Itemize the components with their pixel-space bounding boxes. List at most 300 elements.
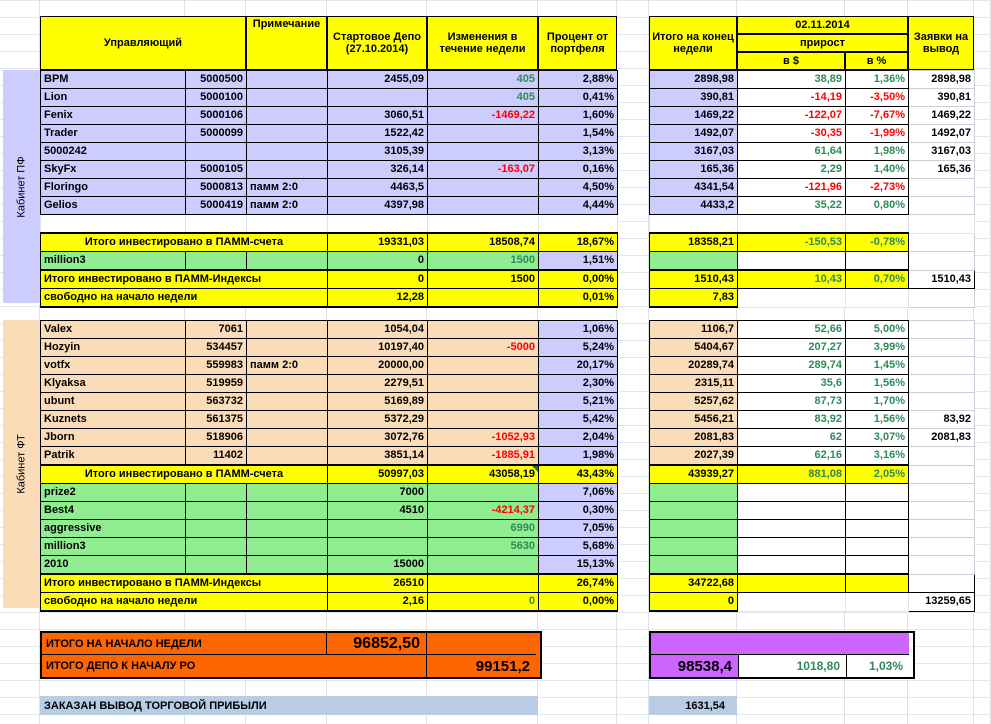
value-week-end-total[interactable]: 98538,4 [651,655,739,677]
cell-gain-usd[interactable]: 87,73 [738,393,846,411]
cell-start-depo[interactable]: 5372,29 [328,411,428,429]
cell-gain-pct[interactable]: 3,16% [846,447,909,466]
cell-note[interactable] [247,375,328,393]
cell-week-change[interactable] [428,197,539,215]
cell-gain-usd[interactable]: 35,6 [738,375,846,393]
cell-start-depo[interactable]: 0 [328,270,428,289]
cell-name[interactable]: Kuznets [41,411,186,429]
cell-number[interactable]: 534457 [186,339,247,357]
cell-week-change[interactable] [428,125,539,143]
cell-week-change[interactable]: 405 [428,89,539,107]
cell-week-total[interactable]: 2027,39 [650,447,738,466]
cell-note[interactable] [247,321,328,339]
cell-start-depo[interactable]: 3851,14 [328,447,428,466]
cell-name[interactable]: Trader [41,125,186,143]
cell-withdraw[interactable] [909,574,975,593]
cell-week-total[interactable]: 4433,2 [650,197,738,215]
cell-start-depo[interactable]: 4397,98 [328,197,428,215]
value-depo-total[interactable]: 99151,2 [475,657,530,675]
cell-note[interactable] [247,393,328,411]
cell-portfolio-pct[interactable]: 15,13% [539,556,618,575]
cell-week-total[interactable]: 1492,07 [650,125,738,143]
cell-start-depo[interactable]: 2279,51 [328,375,428,393]
cell-name[interactable]: votfx [41,357,186,375]
cell-gain-pct[interactable]: -0,78% [846,233,909,252]
cell-label[interactable]: свободно на начало недели [41,289,328,308]
cell-name[interactable]: million3 [41,538,186,556]
cell-week-change[interactable] [428,574,539,593]
cell-withdraw[interactable] [909,375,975,393]
cell-gain-usd[interactable]: 207,27 [738,339,846,357]
cell-withdraw[interactable]: 1469,22 [909,107,975,125]
cell-number[interactable]: 5000419 [186,197,247,215]
cell-gain-pct[interactable]: -2,73% [846,179,909,197]
cell-start-depo[interactable]: 2,16 [328,593,428,612]
cell-number[interactable] [186,143,247,161]
cell-portfolio-pct[interactable]: 1,51% [539,252,618,271]
cell-week-change[interactable]: 18508,74 [428,233,539,252]
empty-orange-cell[interactable] [427,633,536,655]
cell-note[interactable] [247,538,328,556]
header-manager[interactable]: Управляющий [40,16,246,70]
cell-gain-usd[interactable]: -30,35 [738,125,846,143]
cell-gain-usd[interactable]: -14,19 [738,89,846,107]
value-week-gain-usd[interactable]: 1018,80 [739,655,847,677]
cell-portfolio-pct[interactable]: 2,88% [539,71,618,89]
cell-note[interactable] [247,484,328,502]
cell-withdraw[interactable]: 1492,07 [909,125,975,143]
cell-name[interactable]: 2010 [41,556,186,575]
cell-number[interactable]: 518906 [186,429,247,447]
cell-number[interactable] [186,252,247,271]
cell-gain-pct[interactable]: 0,80% [846,197,909,215]
cell-week-total[interactable] [650,520,738,538]
cell-withdraw[interactable] [909,484,975,502]
cell-withdraw[interactable] [909,502,975,520]
cell-portfolio-pct[interactable]: 3,13% [539,143,618,161]
cell-label[interactable]: Итого инвестировано в ПАММ-счета [41,233,328,252]
cell-gain-usd[interactable]: -150,53 [738,233,846,252]
cell-gain-usd[interactable]: 52,66 [738,321,846,339]
cell-name[interactable]: Floringo [41,179,186,197]
cell-week-change[interactable]: -1885,91 [428,447,539,466]
header-week-total[interactable]: Итого на конец недели [649,16,737,70]
cell-number[interactable] [186,556,247,575]
cell-week-total[interactable] [650,252,738,271]
cell-withdraw[interactable] [909,447,975,466]
cell-gain-pct[interactable]: 1,40% [846,161,909,179]
cell-gain-usd[interactable] [738,538,846,556]
cell-gain-usd[interactable]: -121,96 [738,179,846,197]
cell-start-depo[interactable]: 2455,09 [328,71,428,89]
cell-portfolio-pct[interactable]: 5,24% [539,339,618,357]
cell-portfolio-pct[interactable]: 1,54% [539,125,618,143]
cell-gain-usd[interactable]: 2,29 [738,161,846,179]
cell-gain-pct[interactable]: 1,70% [846,393,909,411]
cell-gain-usd[interactable]: 10,43 [738,270,846,289]
cell-week-total[interactable]: 20289,74 [650,357,738,375]
cell-portfolio-pct[interactable]: 4,44% [539,197,618,215]
cell-week-change[interactable] [428,289,539,308]
gap-cell [618,270,650,289]
gap-cell [618,574,650,593]
cell-week-change[interactable]: 43058,19 [428,465,539,484]
cell-note[interactable] [247,429,328,447]
gap-cell [618,161,650,179]
cell-week-total[interactable]: 5257,62 [650,393,738,411]
cell-name[interactable]: million3 [41,252,186,271]
cell-withdraw[interactable] [909,197,975,215]
cell-gain-pct[interactable] [846,484,909,502]
cell-label[interactable]: Итого инвестировано в ПАММ-Индексы [41,574,328,593]
cell-number[interactable]: 559983 [186,357,247,375]
cell-name[interactable]: prize2 [41,484,186,502]
cell-gain-pct[interactable]: -3,50% [846,89,909,107]
cell-gain-usd[interactable]: 35,22 [738,197,846,215]
cell-number[interactable] [186,538,247,556]
cell-week-change[interactable] [428,179,539,197]
cell-name[interactable]: Lion [41,89,186,107]
cell-gain-usd[interactable] [738,252,846,271]
cell-note[interactable] [247,125,328,143]
cell-gain-usd[interactable]: 881,08 [738,465,846,484]
cell-name[interactable]: Best4 [41,502,186,520]
cell-week-total[interactable]: 165,36 [650,161,738,179]
cell-week-total[interactable]: 0 [650,593,738,612]
cell-week-total[interactable]: 4341,54 [650,179,738,197]
cell-portfolio-pct[interactable]: 0,30% [539,502,618,520]
cell-name[interactable]: ubunt [41,393,186,411]
cell-week-change[interactable] [428,411,539,429]
value-week-start-total[interactable]: 96852,50 [327,633,427,655]
cell-start-depo[interactable]: 19331,03 [328,233,428,252]
cell-number[interactable]: 5000106 [186,107,247,125]
cell-name[interactable]: aggressive [41,520,186,538]
cell-start-depo[interactable]: 0 [328,252,428,271]
cell-note[interactable] [247,71,328,89]
header-withdraw[interactable]: Заявки на вывод [908,16,974,70]
cell-withdraw[interactable] [909,289,975,308]
cell-name[interactable]: Fenix [41,107,186,125]
cell-name[interactable]: Hozyin [41,339,186,357]
table-header [40,16,974,70]
cell-start-depo[interactable]: 20000,00 [328,357,428,375]
cell-week-change[interactable]: -163,07 [428,161,539,179]
cell-gain-pct[interactable] [846,593,909,612]
cell-number[interactable] [186,520,247,538]
cell-portfolio-pct[interactable]: 0,01% [539,289,618,308]
cell-start-depo[interactable]: 7000 [328,484,428,502]
gap-cell [618,252,650,271]
cell-gain-pct[interactable]: -1,99% [846,125,909,143]
cell-name[interactable]: Gelios [41,197,186,215]
cell-gain-pct[interactable] [846,502,909,520]
cell-portfolio-pct[interactable]: 43,43% [539,465,618,484]
cell-withdraw[interactable] [909,357,975,375]
cell-portfolio-pct[interactable]: 0,00% [539,593,618,612]
cell-start-depo[interactable] [328,520,428,538]
cell-note[interactable] [247,107,328,125]
cell-number[interactable]: 11402 [186,447,247,466]
cell-week-change[interactable] [428,321,539,339]
cell-week-total[interactable] [650,502,738,520]
cell-name[interactable]: Klyaksa [41,375,186,393]
cell-week-change[interactable] [428,393,539,411]
cell-gain-pct[interactable] [846,520,909,538]
cell-withdraw[interactable] [909,556,975,575]
cell-note[interactable] [247,447,328,466]
cell-week-total[interactable]: 2315,11 [650,375,738,393]
cell-gain-usd[interactable]: 38,89 [738,71,846,89]
cell-portfolio-pct[interactable]: 0,00% [539,270,618,289]
cell-portfolio-pct[interactable]: 5,68% [539,538,618,556]
cell-gain-pct[interactable]: 1,98% [846,143,909,161]
cell-portfolio-pct[interactable]: 7,06% [539,484,618,502]
cell-start-depo[interactable]: 326,14 [328,161,428,179]
header-start-depo[interactable]: Стартовое Депо (27.10.2014) [327,16,427,70]
cell-week-total[interactable]: 5456,21 [650,411,738,429]
cell-week-total[interactable] [650,556,738,575]
cell-gain-usd[interactable] [738,593,846,612]
cell-number[interactable]: 561375 [186,411,247,429]
cell-week-total[interactable]: 1469,22 [650,107,738,125]
cell-note[interactable] [247,520,328,538]
header-in-usd[interactable]: в $ [737,52,845,70]
cell-week-change[interactable] [428,484,539,502]
cell-withdraw[interactable] [909,339,975,357]
value-ordered-withdrawal[interactable]: 1631,54 [649,696,737,715]
cell-week-change[interactable] [428,375,539,393]
cell-withdraw[interactable]: 3167,03 [909,143,975,161]
label-ordered-withdrawal[interactable]: ЗАКАЗАН ВЫВОД ТОРГОВОЙ ПРИБЫЛИ [40,696,538,715]
cell-number[interactable]: 5000500 [186,71,247,89]
header-note[interactable]: Примечание [246,16,327,70]
cell-portfolio-pct[interactable]: 7,05% [539,520,618,538]
cell-gain-pct[interactable]: 1,56% [846,411,909,429]
cell-week-change[interactable]: -4214,37 [428,502,539,520]
cell-withdraw[interactable] [909,465,975,484]
header-date[interactable]: 02.11.2014 [737,16,908,34]
cell-withdraw[interactable] [909,538,975,556]
cell-week-change[interactable]: 1500 [428,270,539,289]
cell-start-depo[interactable]: 26510 [328,574,428,593]
cell-note[interactable] [247,502,328,520]
cell-gain-usd[interactable]: -122,07 [738,107,846,125]
cell-portfolio-pct[interactable]: 20,17% [539,357,618,375]
cell-gain-pct[interactable]: 5,00% [846,321,909,339]
cell-number[interactable]: 563732 [186,393,247,411]
cell-withdraw[interactable] [909,520,975,538]
cell-start-depo[interactable]: 1054,04 [328,321,428,339]
cell-week-total[interactable] [650,538,738,556]
cell-week-change[interactable] [428,556,539,575]
cell-label[interactable]: Итого инвестировано в ПАММ-счета [41,465,328,484]
cell-name[interactable]: Patrik [41,447,186,466]
cell-gain-usd[interactable] [738,484,846,502]
label-depo-total[interactable]: ИТОГО ДЕПО К НАЧАЛУ РО [42,655,427,677]
cell-start-depo[interactable]: 50997,03 [328,465,428,484]
header-week-change[interactable]: Изменения в течение недели [427,16,538,70]
cell-note[interactable]: памм 2:0 [247,197,328,215]
header-portfolio-pct[interactable]: Процент от портфеля [538,16,617,70]
cell-week-total[interactable]: 43939,27 [650,465,738,484]
cell-label[interactable]: Итого инвестировано в ПАММ-Индексы [41,270,328,289]
cell-portfolio-pct[interactable]: 5,42% [539,411,618,429]
cell-week-total[interactable]: 1510,43 [650,270,738,289]
cell-withdraw[interactable]: 165,36 [909,161,975,179]
cell-withdraw[interactable]: 2081,83 [909,429,975,447]
cell-number[interactable] [186,502,247,520]
header-growth[interactable]: прирост [737,34,908,52]
gap-cell [618,538,650,556]
cell-withdraw[interactable]: 390,81 [909,89,975,107]
cell-week-change[interactable]: -1469,22 [428,107,539,125]
cell-gain-pct[interactable]: -7,67% [846,107,909,125]
cell-portfolio-pct[interactable]: 18,67% [539,233,618,252]
cell-week-change[interactable] [428,357,539,375]
cell-portfolio-pct[interactable]: 1,60% [539,107,618,125]
cell-week-change[interactable]: 6990 [428,520,539,538]
cell-week-change[interactable] [428,143,539,161]
cell-note[interactable] [247,143,328,161]
cell-note[interactable] [247,89,328,107]
cell-portfolio-pct[interactable]: 4,50% [539,179,618,197]
cell-start-depo[interactable]: 15000 [328,556,428,575]
cell-withdraw[interactable] [909,179,975,197]
cell-note[interactable] [247,252,328,271]
cell-week-total[interactable]: 18358,21 [650,233,738,252]
cell-withdraw[interactable]: 83,92 [909,411,975,429]
cell-week-total[interactable]: 3167,03 [650,143,738,161]
cell-week-total[interactable] [650,484,738,502]
cell-name[interactable]: SkyFx [41,161,186,179]
cell-week-total[interactable]: 34722,68 [650,574,738,593]
cell-start-depo[interactable]: 12,28 [328,289,428,308]
cell-start-depo[interactable]: 10197,40 [328,339,428,357]
cell-number[interactable] [186,484,247,502]
cell-number[interactable]: 5000105 [186,161,247,179]
label-week-start-total[interactable]: ИТОГО НА НАЧАЛО НЕДЕЛИ [42,633,327,655]
cell-week-change[interactable]: -5000 [428,339,539,357]
cell-withdraw[interactable]: 2898,98 [909,71,975,89]
cell-name[interactable]: Valex [41,321,186,339]
cell-week-change[interactable]: 405 [428,71,539,89]
cell-withdraw[interactable] [909,393,975,411]
cell-start-depo[interactable]: 3105,39 [328,143,428,161]
cell-note[interactable] [247,556,328,575]
cell-start-depo[interactable]: 3072,76 [328,429,428,447]
cell-withdraw[interactable] [909,233,975,252]
cell-week-change[interactable]: 5630 [428,538,539,556]
cell-name[interactable]: 5000242 [41,143,186,161]
cell-number[interactable]: 5000100 [186,89,247,107]
pf-table [40,70,975,308]
cell-week-total[interactable]: 2081,83 [650,429,738,447]
cell-gain-pct[interactable]: 3,99% [846,339,909,357]
cell-gain-pct[interactable]: 3,07% [846,429,909,447]
cell-gain-pct[interactable] [846,538,909,556]
cell-portfolio-pct[interactable]: 1,98% [539,447,618,466]
cell-gain-usd[interactable] [738,502,846,520]
cell-withdraw[interactable] [909,321,975,339]
cell-portfolio-pct[interactable]: 1,06% [539,321,618,339]
cell-portfolio-pct[interactable]: 2,30% [539,375,618,393]
cell-gain-pct[interactable] [846,289,909,308]
cell-gain-usd[interactable] [738,289,846,308]
gap-cell [618,125,650,143]
cell-week-change[interactable]: 1500 [428,252,539,271]
cell-withdraw[interactable] [909,252,975,271]
cell-gain-usd[interactable]: 289,74 [738,357,846,375]
cell-gain-pct[interactable]: 1,36% [846,71,909,89]
cell-start-depo[interactable]: 5169,89 [328,393,428,411]
cell-gain-usd[interactable]: 83,92 [738,411,846,429]
cell-gain-usd[interactable] [738,556,846,575]
cell-week-total[interactable]: 7,83 [650,289,738,308]
cell-number[interactable]: 7061 [186,321,247,339]
cell-gain-pct[interactable]: 1,45% [846,357,909,375]
cell-gain-pct[interactable]: 2,05% [846,465,909,484]
cell-gain-pct[interactable]: 0,70% [846,270,909,289]
cell-start-depo[interactable]: 3060,51 [328,107,428,125]
cell-week-total[interactable]: 2898,98 [650,71,738,89]
cell-note[interactable] [247,411,328,429]
cell-week-total[interactable]: 5404,67 [650,339,738,357]
cell-name[interactable]: BPM [41,71,186,89]
empty-magenta-cell[interactable] [651,633,909,655]
cell-start-depo[interactable]: 4463,5 [328,179,428,197]
cell-gain-usd[interactable]: 62,16 [738,447,846,466]
cell-note[interactable]: памм 2:0 [247,357,328,375]
cell-label[interactable]: свободно на начало недели [41,593,328,612]
cell-gain-pct[interactable] [846,574,909,593]
cell-gain-pct[interactable] [846,556,909,575]
cell-portfolio-pct[interactable]: 0,16% [539,161,618,179]
cell-withdraw[interactable]: 13259,65 [909,593,975,612]
cell-portfolio-pct[interactable]: 26,74% [539,574,618,593]
cell-gain-usd[interactable]: 62 [738,429,846,447]
cell-gain-usd[interactable]: 61,64 [738,143,846,161]
cell-portfolio-pct[interactable]: 5,21% [539,393,618,411]
cell-week-change[interactable]: -1052,93 [428,429,539,447]
cell-start-depo[interactable]: 1522,42 [328,125,428,143]
section-label-ft: Кабинет ФТ [15,434,28,494]
cell-start-depo[interactable] [328,89,428,107]
cell-note[interactable] [247,161,328,179]
cell-note[interactable]: памм 2:0 [247,179,328,197]
cell-start-depo[interactable]: 4510 [328,502,428,520]
cell-number[interactable]: 519959 [186,375,247,393]
cell-gain-pct[interactable]: 1,56% [846,375,909,393]
cell-number[interactable]: 5000099 [186,125,247,143]
cell-number[interactable]: 5000813 [186,179,247,197]
cell-gain-pct[interactable] [846,252,909,271]
cell-portfolio-pct[interactable]: 2,04% [539,429,618,447]
cell-gain-usd[interactable] [738,574,846,593]
cell-week-total[interactable]: 390,81 [650,89,738,107]
value-week-gain-pct[interactable]: 1,03% [868,659,903,673]
cell-week-change[interactable]: 0 [428,593,539,612]
gap-cell [618,484,650,502]
cell-name[interactable]: Jborn [41,429,186,447]
cell-note[interactable] [247,339,328,357]
cell-portfolio-pct[interactable]: 0,41% [539,89,618,107]
cell-withdraw[interactable]: 1510,43 [909,270,975,289]
header-in-pct[interactable]: в % [845,52,908,70]
cell-start-depo[interactable] [328,538,428,556]
cell-gain-usd[interactable] [738,520,846,538]
cell-week-total[interactable]: 1106,7 [650,321,738,339]
